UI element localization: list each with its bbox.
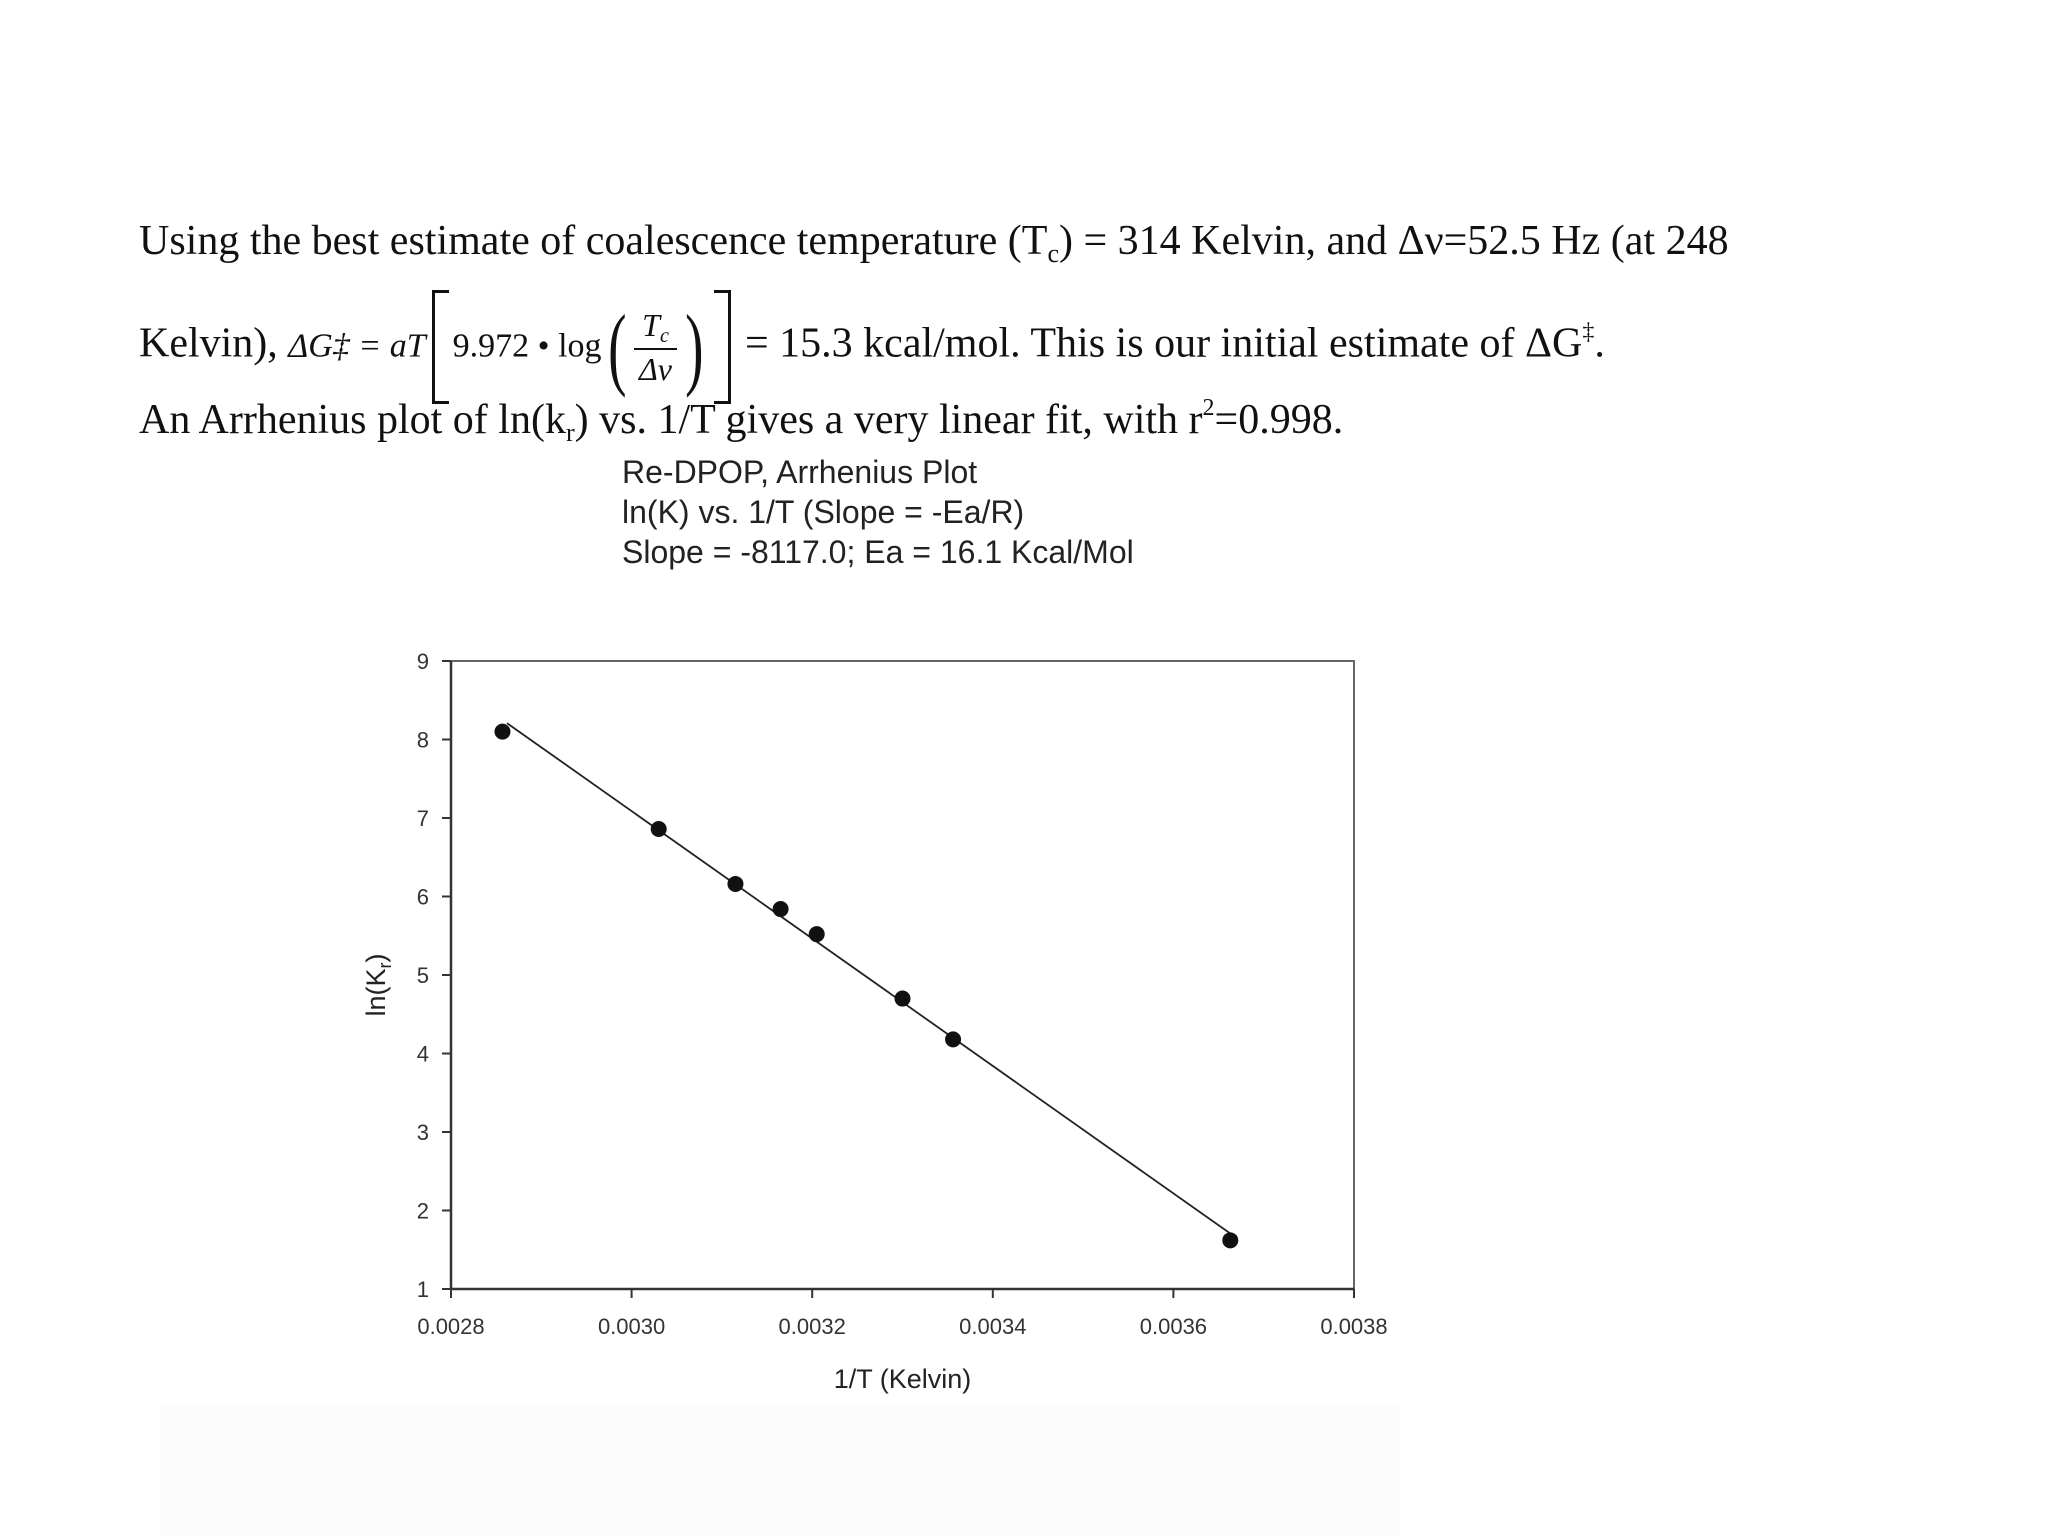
y-tick-label: 2 — [416, 1198, 429, 1224]
x-tick-label: 0.0034 — [959, 1314, 1027, 1339]
p1-before: Using the best estimate of coalescence temperature (T — [139, 218, 1048, 264]
fit-line — [507, 723, 1230, 1233]
p3-sub: r — [565, 418, 575, 447]
formula-den: Δν — [639, 350, 672, 387]
x-tick-label: 0.0030 — [597, 1314, 666, 1339]
y-tick-label: 4 — [416, 1041, 429, 1067]
p2-end: . — [1594, 320, 1605, 367]
y-tick-label: 1 — [416, 1277, 429, 1302]
p3-sup: 2 — [1202, 395, 1215, 421]
data-point — [727, 876, 743, 892]
formula-lhs: ΔG‡ = aT — [288, 327, 426, 365]
data-point — [1222, 1232, 1238, 1248]
y-tick-label: 5 — [416, 963, 429, 988]
x-tick-label: 0.0028 — [417, 1314, 485, 1339]
formula-coef: 9.972 • log — [452, 327, 602, 365]
y-axis-label-main: ln(K — [361, 968, 391, 1017]
data-point — [895, 991, 911, 1007]
x-axis-label: 1/T (Kelvin) — [833, 1364, 972, 1394]
data-points — [494, 724, 1238, 1249]
y-tick-label: 7 — [416, 806, 429, 831]
y-tick-label: 9 — [416, 649, 429, 674]
p3-before: An Arrhenius plot of ln(k — [139, 397, 566, 443]
plot-area-frame — [451, 661, 1354, 1289]
formula-num: T — [642, 306, 660, 343]
y-axis-label-sub: r — [375, 962, 395, 969]
chart-title-line-1: Re-DPOP, Arrhenius Plot — [622, 454, 978, 490]
x-tick-label: 0.0032 — [778, 1314, 846, 1339]
formula-paren-left: ( — [607, 296, 627, 398]
y-tick-label: 6 — [416, 884, 429, 910]
p1-after: ) = 314 Kelvin, and Δν=52.5 Hz (at 248 — [1058, 218, 1729, 264]
p3-after: =0.998. — [1214, 397, 1344, 443]
p3-mid: ) vs. 1/T gives a very linear fit, with r — [574, 397, 1203, 443]
y-axis-label-end: ) — [361, 953, 391, 963]
x-tick-label: 0.0036 — [1139, 1314, 1208, 1339]
y-axis-label — [361, 953, 395, 1016]
chart-title-line-2: ln(K) vs. 1/T (Slope = -Ea/R) — [622, 494, 1025, 530]
data-point — [945, 1031, 961, 1047]
data-point — [494, 724, 510, 740]
formula-paren-right: ) — [684, 296, 704, 398]
data-point — [651, 821, 667, 837]
formula-num-sub: c — [659, 324, 669, 347]
y-tick-label: 8 — [416, 727, 429, 753]
x-tick-label: 0.0038 — [1320, 1314, 1388, 1339]
data-point — [809, 926, 825, 942]
p2-before: Kelvin), — [139, 320, 278, 367]
fit-line-group — [507, 723, 1230, 1233]
p2-after-sup: ‡ — [1582, 318, 1595, 345]
chart-title-line-3: Slope = -8117.0; Ea = 16.1 Kcal/Mol — [622, 534, 1134, 570]
p1-sub: c — [1047, 239, 1059, 268]
p2-after: = 15.3 kcal/mol. This is our initial estimate of ΔG — [745, 320, 1583, 367]
y-tick-label: 3 — [416, 1120, 429, 1145]
data-point — [773, 901, 789, 917]
